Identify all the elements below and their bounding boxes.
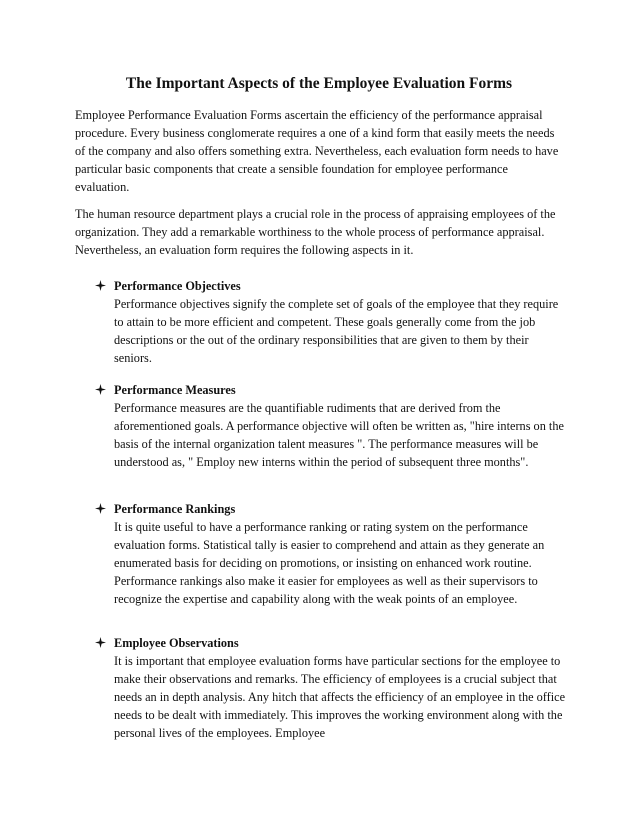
diamond-bullet-icon (95, 637, 106, 648)
bullet-performance-measures (95, 381, 565, 471)
bullet-performance-objectives (95, 277, 565, 367)
bullet-heading: Performance Rankings (114, 502, 236, 516)
bullet-heading: Performance Measures (114, 383, 236, 397)
bullet-heading: Employee Observations (114, 636, 239, 650)
bullet-body: Performance measures are the quantifiable rudiments that are derived from the aforementioned goals. A performance objective will often be written as, "hire interns on the basis of the internal organization talent measures ". The performance measures will be understood as, " Employ new interns within the period of subsequent three months". (114, 401, 564, 469)
bullet-heading: Performance Objectives (114, 279, 241, 293)
hr-paragraph: The human resource department plays a crucial role in the process of appraising employees of the organization. They add a remarkable worthiness to the whole process of performance appraisal. Nevertheless, an evaluation form requires the following aspects in it. (75, 207, 556, 257)
diamond-bullet-icon (95, 384, 106, 395)
bullet-performance-rankings (95, 500, 565, 608)
bullet-body: It is quite useful to have a performance ranking or rating system on the performance evaluation forms. Statistical tally is easier to comprehend and attain as they generate an enumerated basis for deciding on promotions, or insisting on enhanced work routine. Performance rankings also make it easier for employees as well as their supervisors to recognize the expertise and capability along with the weak points of an employee. (114, 520, 545, 606)
bullet-body: It is important that employee evaluation forms have particular sections for the employee to make their observations and remarks. The efficiency of employees is a crucial subject that needs an in depth analysis. Any hitch that affects the efficiency of an employee in the office needs to be dealt with immediately. This improves the working environment along with the personal lives of the employees. Employee (114, 654, 566, 740)
bullet-employee-observations (95, 634, 565, 742)
diamond-bullet-icon (95, 503, 106, 514)
bullet-body: Performance objectives signify the complete set of goals of the employee that they require to attain to be more efficient and competent. These goals generally come from the job descriptions or the out of the ordinary responsibilities that are given to them by their seniors. (114, 297, 559, 365)
document-title: The Important Aspects of the Employee Evaluation Forms (125, 75, 513, 92)
intro-paragraph: Employee Performance Evaluation Forms ascertain the efficiency of the performance appraisal procedure. Every business conglomerate requires a one of a kind form that easily meets the needs of the company and also offers something extra. Nevertheless, each evaluation form needs to have particular basic components that create a sensible foundation for employee performance evaluation. (75, 108, 559, 194)
diamond-bullet-icon (95, 280, 106, 291)
